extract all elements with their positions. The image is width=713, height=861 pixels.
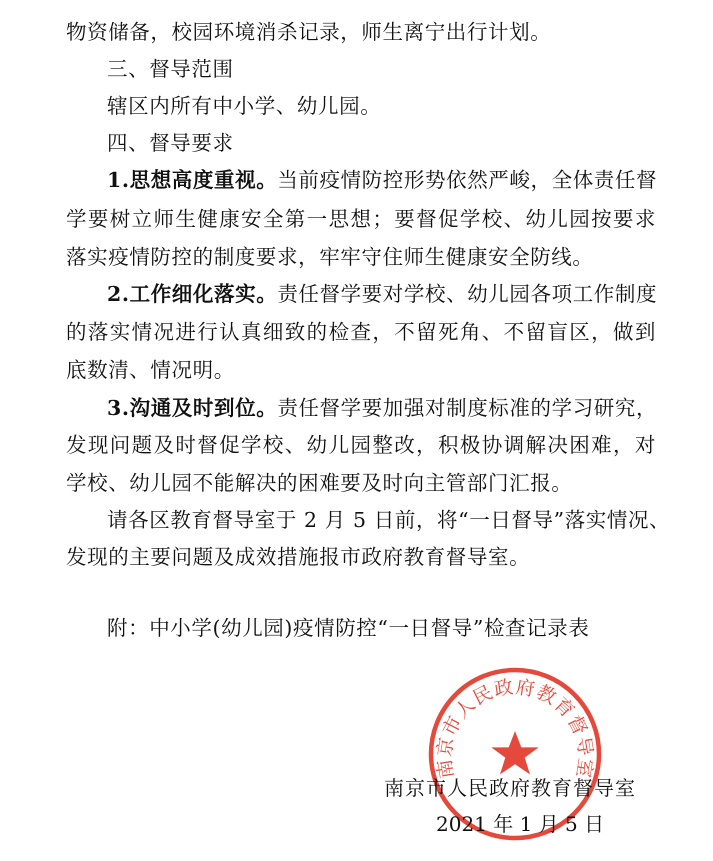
req2-first-line <box>107 274 656 314</box>
deadline-line-2: 发现的主要问题及成效措施报市政府教育督导室。 <box>66 545 531 569</box>
req3-first-line <box>107 388 656 428</box>
req3-line-2: 发现问题及时督促学校、幼儿园整改，积极协调解决困难，对 <box>66 433 656 457</box>
req1-line-2: 学要树立师生健康安全第一思想；要督促学校、幼儿园按要求 <box>66 207 656 231</box>
section-heading-scope: 三、督导范围 <box>107 57 234 81</box>
req3-title: 3.沟通及时到位。 <box>107 396 278 420</box>
scope-text: 辖区内所有中小学、幼儿园。 <box>107 94 382 118</box>
seal-text: 南京市人民政府教育督导室 <box>433 676 597 781</box>
req2-line-2: 的落实情况进行认真细致的检查，不留死角、不留盲区，做到 <box>66 320 656 344</box>
deadline-line-1: 请各区教育督导室于 2 月 5 日前，将“一日督导”落实情况、 <box>107 508 671 532</box>
seal-star-icon <box>491 731 538 774</box>
req3-line-3: 学校、幼儿园不能解决的困难要及时向主管部门汇报。 <box>66 471 573 495</box>
req1-first-line <box>107 160 656 200</box>
signature-organization: 南京市人民政府教育督导室 <box>384 776 636 800</box>
section-heading-requirements: 四、督导要求 <box>107 131 234 155</box>
req1-line-3: 落实疫情防控的制度要求，牢牢守住师生健康安全防线。 <box>66 245 594 269</box>
paragraph-line-1: 物资储备，校园环境消杀记录，师生离宁出行计划。 <box>66 20 552 44</box>
req2-title: 2.工作细化落实。 <box>107 282 278 306</box>
req2-text-first: 责任督学要对学校、幼儿园各项工作制度 <box>277 282 658 306</box>
attachment-note: 附：中小学(幼儿园)疫情防控“一日督导”检查记录表 <box>107 616 590 640</box>
req3-text-first: 责任督学要加强对制度标准的学习研究， <box>277 396 658 420</box>
signature-date: 2021 年 1 月 5 日 <box>436 812 605 836</box>
req2-line-3: 底数清、情况明。 <box>66 358 235 382</box>
req1-title: 1.思想高度重视。 <box>107 168 278 192</box>
req1-text-first: 当前疫情防控形势依然严峻，全体责任督 <box>277 168 658 192</box>
